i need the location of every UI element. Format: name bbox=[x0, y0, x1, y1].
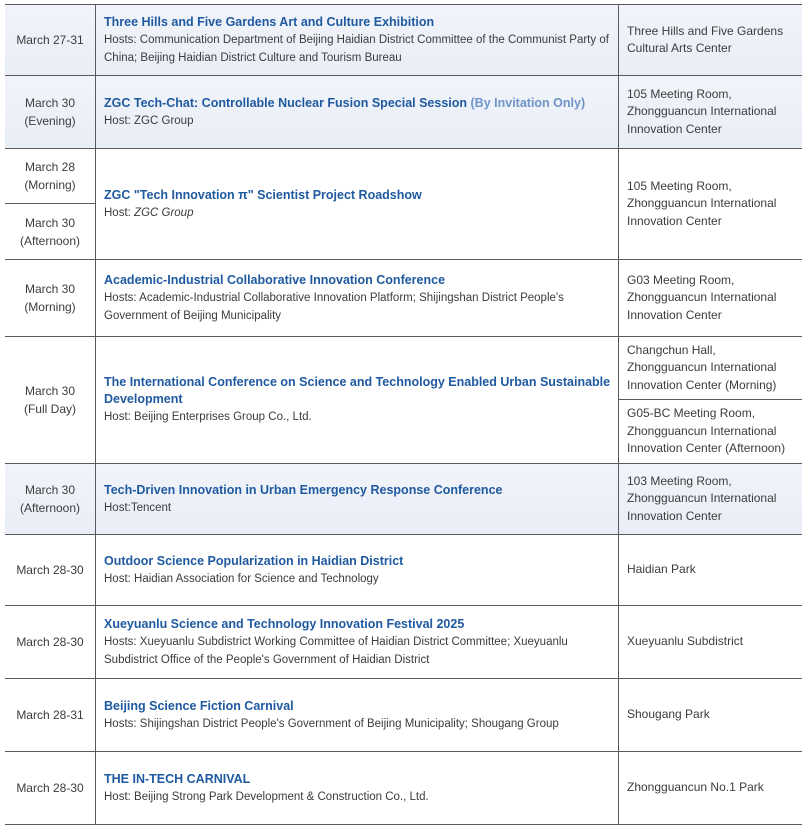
table-row bbox=[5, 606, 802, 679]
event-info bbox=[104, 679, 614, 751]
event-info bbox=[104, 606, 614, 678]
event-venue: Zhongguancun No.1 Park bbox=[627, 780, 764, 795]
event-date: March 30 (Full Day) bbox=[23, 384, 76, 416]
table-row bbox=[5, 149, 802, 260]
event-date: March 28 (Morning) bbox=[5, 149, 95, 204]
event-venue: Changchun Hall, Zhongguancun International Innovation Center (Morning) bbox=[627, 342, 777, 392]
event-date: March 30 (Afternoon) bbox=[19, 215, 81, 248]
table-row bbox=[5, 5, 802, 76]
table-row bbox=[5, 679, 802, 752]
event-title: ZGC "Tech Innovation π" Scientist Project Roadshow bbox=[104, 187, 422, 202]
event-venue: G03 Meeting Room, Zhongguancun International Innovation Center bbox=[627, 272, 777, 322]
event-title: ZGC Tech-Chat: Controllable Nuclear Fusion Special Session (By Invitation Only) bbox=[104, 95, 586, 110]
event-info bbox=[104, 752, 614, 824]
event-title: Three Hills and Five Gardens Art and Culture Exhibition bbox=[104, 14, 435, 29]
event-venue: 105 Meeting Room, Zhongguancun International Innovation Center bbox=[627, 86, 777, 136]
event-title: Xueyuanlu Science and Technology Innovation Festival 2025 bbox=[104, 616, 465, 631]
event-host: Host: ZGC Group bbox=[104, 114, 194, 127]
event-host: Host: Haidian Association for Science and Technology bbox=[104, 572, 379, 585]
event-title: Outdoor Science Popularization in Haidian District bbox=[104, 553, 404, 568]
event-venue: 105 Meeting Room, Zhongguancun International Innovation Center bbox=[627, 178, 777, 228]
event-info bbox=[104, 337, 614, 463]
event-date: March 30 (Afternoon) bbox=[19, 483, 81, 515]
invitation-note: (By Invitation Only) bbox=[470, 95, 586, 110]
event-venue: Shougang Park bbox=[627, 707, 710, 722]
event-title: Academic-Industrial Collaborative Innovation Conference bbox=[104, 272, 446, 287]
event-host: Host: ZGC Group bbox=[104, 206, 194, 219]
event-info bbox=[104, 260, 614, 336]
event-info bbox=[104, 149, 614, 259]
event-venue: Xueyuanlu Subdistrict bbox=[627, 634, 744, 649]
event-venue: 103 Meeting Room, Zhongguancun International Innovation Center bbox=[627, 473, 777, 523]
table-row bbox=[5, 752, 802, 825]
event-title: Tech-Driven Innovation in Urban Emergency Response Conference bbox=[104, 482, 503, 497]
event-venue: Haidian Park bbox=[627, 562, 696, 577]
event-date: March 28-30 bbox=[16, 635, 84, 649]
event-venue: G05-BC Meeting Room, Zhongguancun International Innovation Center (Afternoon) bbox=[627, 406, 786, 456]
event-host: Host:Tencent bbox=[104, 501, 172, 514]
event-host: Hosts: Shijingshan District People's Government of Beijing Municipality; Shougang Group bbox=[104, 717, 559, 730]
event-date: March 28-31 bbox=[16, 708, 84, 722]
event-date: March 28-30 bbox=[16, 781, 84, 795]
event-host: Host: Beijing Strong Park Development & Construction Co., Ltd. bbox=[104, 790, 429, 803]
event-date: March 30 (Morning) bbox=[24, 282, 76, 314]
table-row bbox=[5, 535, 802, 606]
event-info bbox=[104, 76, 614, 148]
event-info bbox=[104, 535, 614, 605]
event-title: THE IN-TECH CARNIVAL bbox=[104, 771, 251, 786]
event-title: The International Conference on Science and Technology Enabled Urban Sustainable Development bbox=[104, 375, 611, 406]
table-row bbox=[5, 76, 802, 149]
event-host: Hosts: Xueyuanlu Subdistrict Working Committee of Haidian District Committee; Xueyuanlu Subdistrict Office of the People's Government of Haidian District bbox=[104, 635, 568, 666]
table-row bbox=[5, 260, 802, 337]
event-info bbox=[104, 5, 614, 75]
table-row bbox=[5, 464, 802, 535]
event-info bbox=[104, 464, 614, 534]
event-title: Beijing Science Fiction Carnival bbox=[104, 698, 294, 713]
event-host: Hosts: Academic-Industrial Collaborative Innovation Platform; Shijingshan District People's Government of Beijing Municipality bbox=[104, 291, 564, 322]
table-row bbox=[5, 337, 802, 464]
event-host: Hosts: Communication Department of Beijing Haidian District Committee of the Communist Party of China; Beijing Haidian District Culture and Tourism Bureau bbox=[104, 33, 609, 64]
event-date: March 27-31 bbox=[16, 33, 84, 47]
event-venue: Three Hills and Five Gardens Cultural Arts Center bbox=[627, 23, 784, 55]
event-date: March 30 (Evening) bbox=[24, 96, 76, 128]
event-date: March 28-30 bbox=[16, 563, 84, 577]
event-host: Host: Beijing Enterprises Group Co., Ltd. bbox=[104, 411, 312, 423]
